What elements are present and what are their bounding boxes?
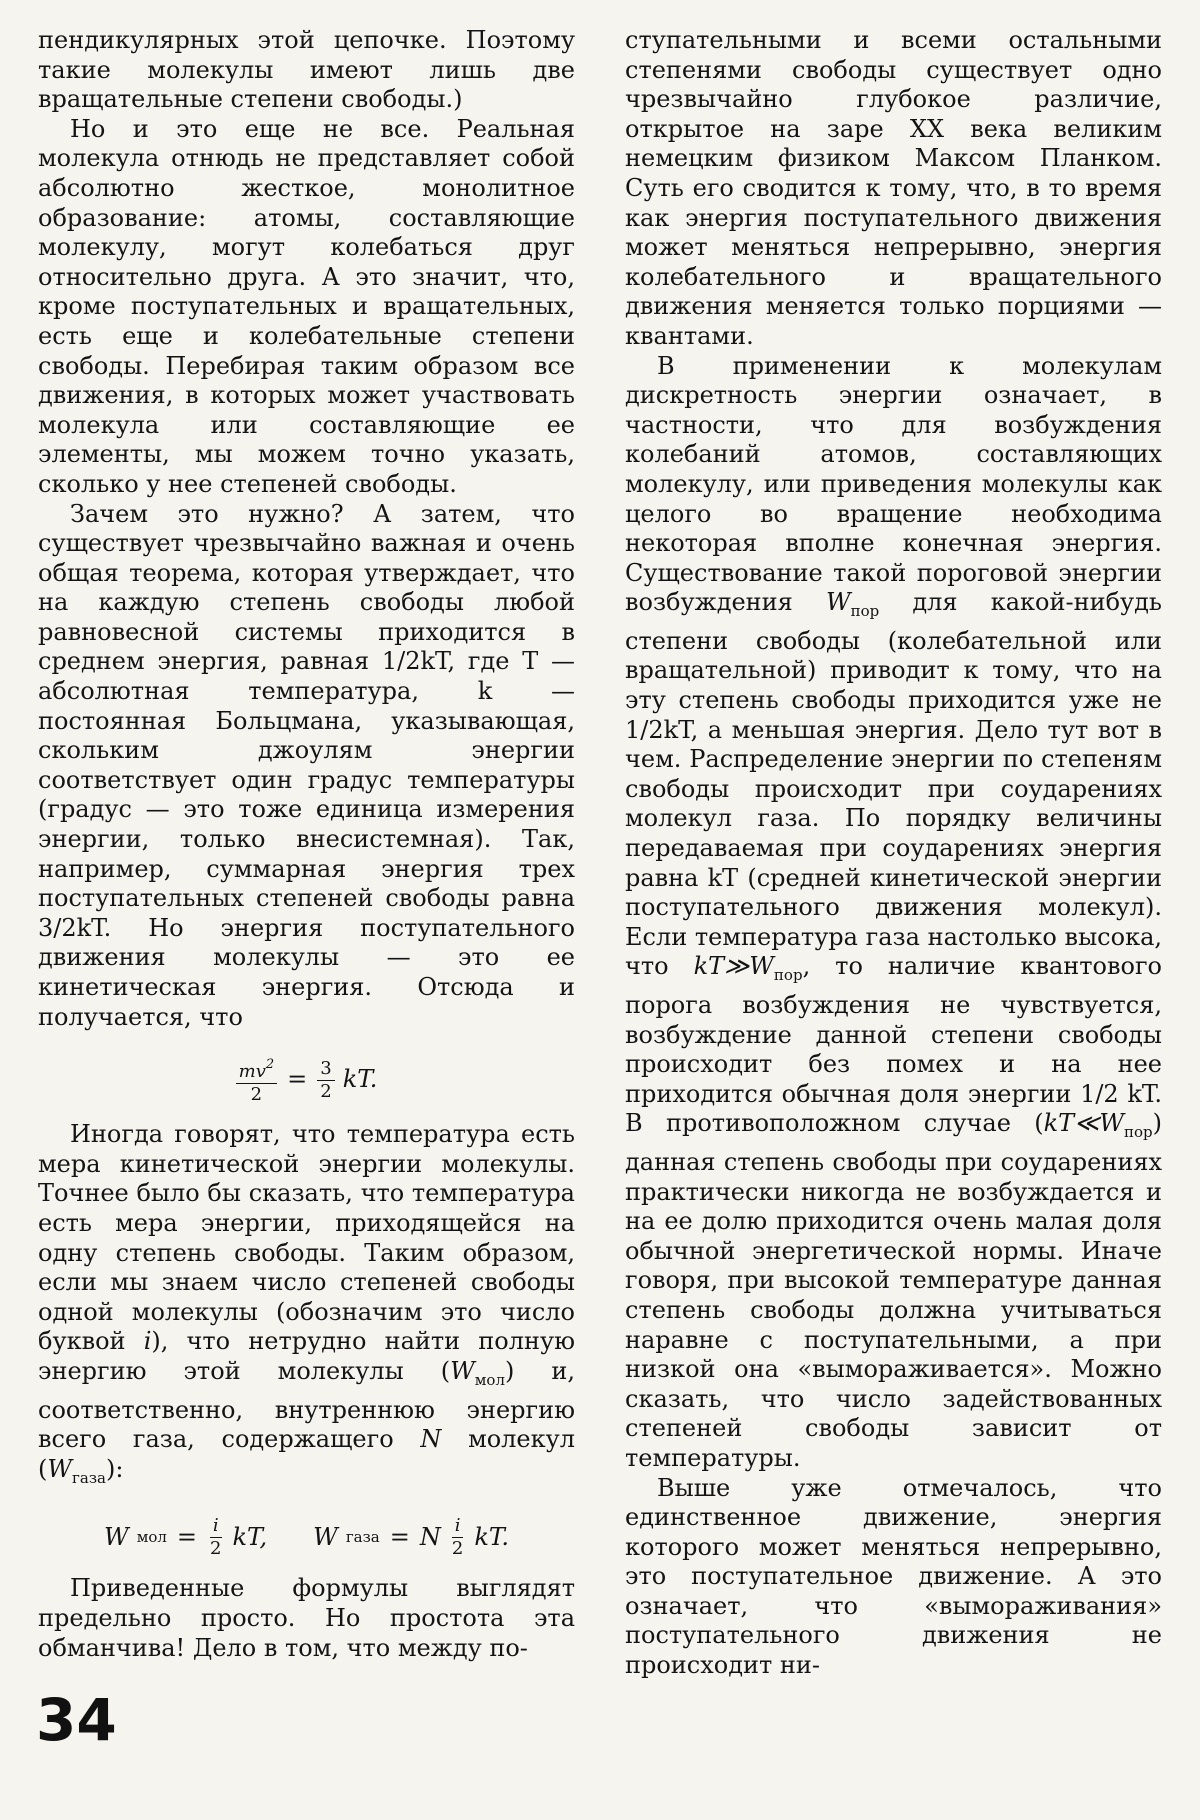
left-paragraph-4: Иногда говорят, что температура есть мера кинетической энергии молекулы. Точнее было бы сказать, что температура есть мера энергии, приходящейся на одну степень свободы. Таким образом, если мы знаем число степеней свободы одной молекулы (обозначим это число буквой i), что нетрудно найти полную энергию этой молекулы $(W_{мол})$ и, соответственно, внутреннюю энергию всего газа, содержащего N молекул $(W_{газа})$: [38, 1120, 576, 1487]
left-paragraph-3: Зачем это нужно? А затем, что существует чрезвычайно важная и очень общая теорема, которая утверждает, что на каждую степень свободы любой равновесной системы приходится в среднем энергия, равная 1/2kT, где T — абсолютная температура, k — постоянная Больцмана, указывающая, скольким джоулям энергии соответствует один градус температуры (градус — это тоже единица измерения энергии, только внесистемная). Так, например, суммарная энергия трех поступательных степеней свободы равна 3/2kT. Но энергия поступательного движения молекулы — это ее кинетическая энергия. Отсюда и получается, что [38, 499, 575, 1031]
left-paragraph-2: Но и это еще не все. Реальная молекула отнюдь не представляет собой абсолютно жесткое, монолитное образование: атомы, составляющие молекулу, могут колебаться друг относительно друга. А это значит, что, кроме поступательных и вращательных, есть еще и колебательные степени свободы. Перебирая таким образом все движения, в которых может участвовать молекула или составляющие ее элементы, мы можем точно указать, сколько у нее степеней свободы. [38, 114, 575, 498]
internal-energy-formula: W мол = $\frac{i}{2}$ kT, W газа = N $\frac{i}{2}$ kT. [104, 1515, 509, 1560]
right-paragraph-3: Выше уже отмечалось, что единственное движение, энергия которого может меняться непрерывно, это поступательное движение. А это означает, что «вымораживания» поступательного движения не происходит ни- [625, 1473, 1162, 1680]
fraction-3-over-2: $\frac{3}{2}$ [317, 1058, 334, 1103]
page-number: 34 [36, 1686, 117, 1754]
right-column [625, 26, 1162, 1681]
left-column [38, 26, 575, 1663]
left-paragraph-1: пендикулярных этой цепочке. Поэтому такие молекулы имеют лишь две вращательные степени свободы.) [38, 26, 575, 114]
fraction-i-over-2: $\frac{i}{2}$ [210, 1515, 222, 1560]
right-paragraph-1: ступательными и всеми остальными степенями свободы существует одно чрезвычайно глубокое различие, открытое на заре XX века великим немецким физиком Максом Планком. Суть его сводится к тому, что, в то время как энергия поступательного движения может меняться непрерывно, энергия колебательного и вращательного движения меняется только порциями — квантами. [625, 26, 1162, 350]
left-paragraph-5: Приведенные формулы выглядят предельно просто. Но простота эта обманчива! Дело в том, что между по- [38, 1574, 575, 1662]
fraction-i-over-2-second: $\frac{i}{2}$ [451, 1515, 464, 1560]
right-paragraph-2: В применении к молекулам дискретность энергии означает, в частности, что для возбуждения колебаний атомов, составляющих молекулу, или приведения молекулы как целого во вращение необходима некоторая вполне конечная энергия. Существование такой пороговой энергии возбуждения $W_{пор}$ для какой-нибудь степени свободы (колебательной или вращательной) приводит к тому, что на эту степень свободы приходится уже не 1/2kT, а меньшая энергия. Дело тут вот в чем. Распределение энергии по степеням свободы происходит при соударениях молекул газа. По порядку величины передаваемая при соударениях энергия равна kT (средней кинетической энергии поступательного движения молекул). Если температура газа настолько высока, что $kT≫W_{пор}$, то наличие квантового порога возбуждения не чувствуется, возбуждение данной степени свободы происходит без помех и на нее приходится обычная доля энергии 1/2 kT. В противоположном случае $(kT≪W_{пор})$ данная степень свободы при соударениях практически никогда не возбуждается и на ее долю приходится очень малая доля обычной энергетической нормы. Иначе говоря, при высокой температуре данная степень свободы должна учитываться наравне с поступательными, а при низкой она «вымораживается». Можно сказать, что число задействованных степеней свободы зависит от температуры. [625, 351, 1162, 1472]
kinetic-energy-formula: $\frac{mv^2}{2}$ = $\frac{3}{2}$ kT. [38, 1054, 575, 1106]
fraction-mv2-over-2: $\frac{mv^2}{2}$ [236, 1054, 278, 1106]
